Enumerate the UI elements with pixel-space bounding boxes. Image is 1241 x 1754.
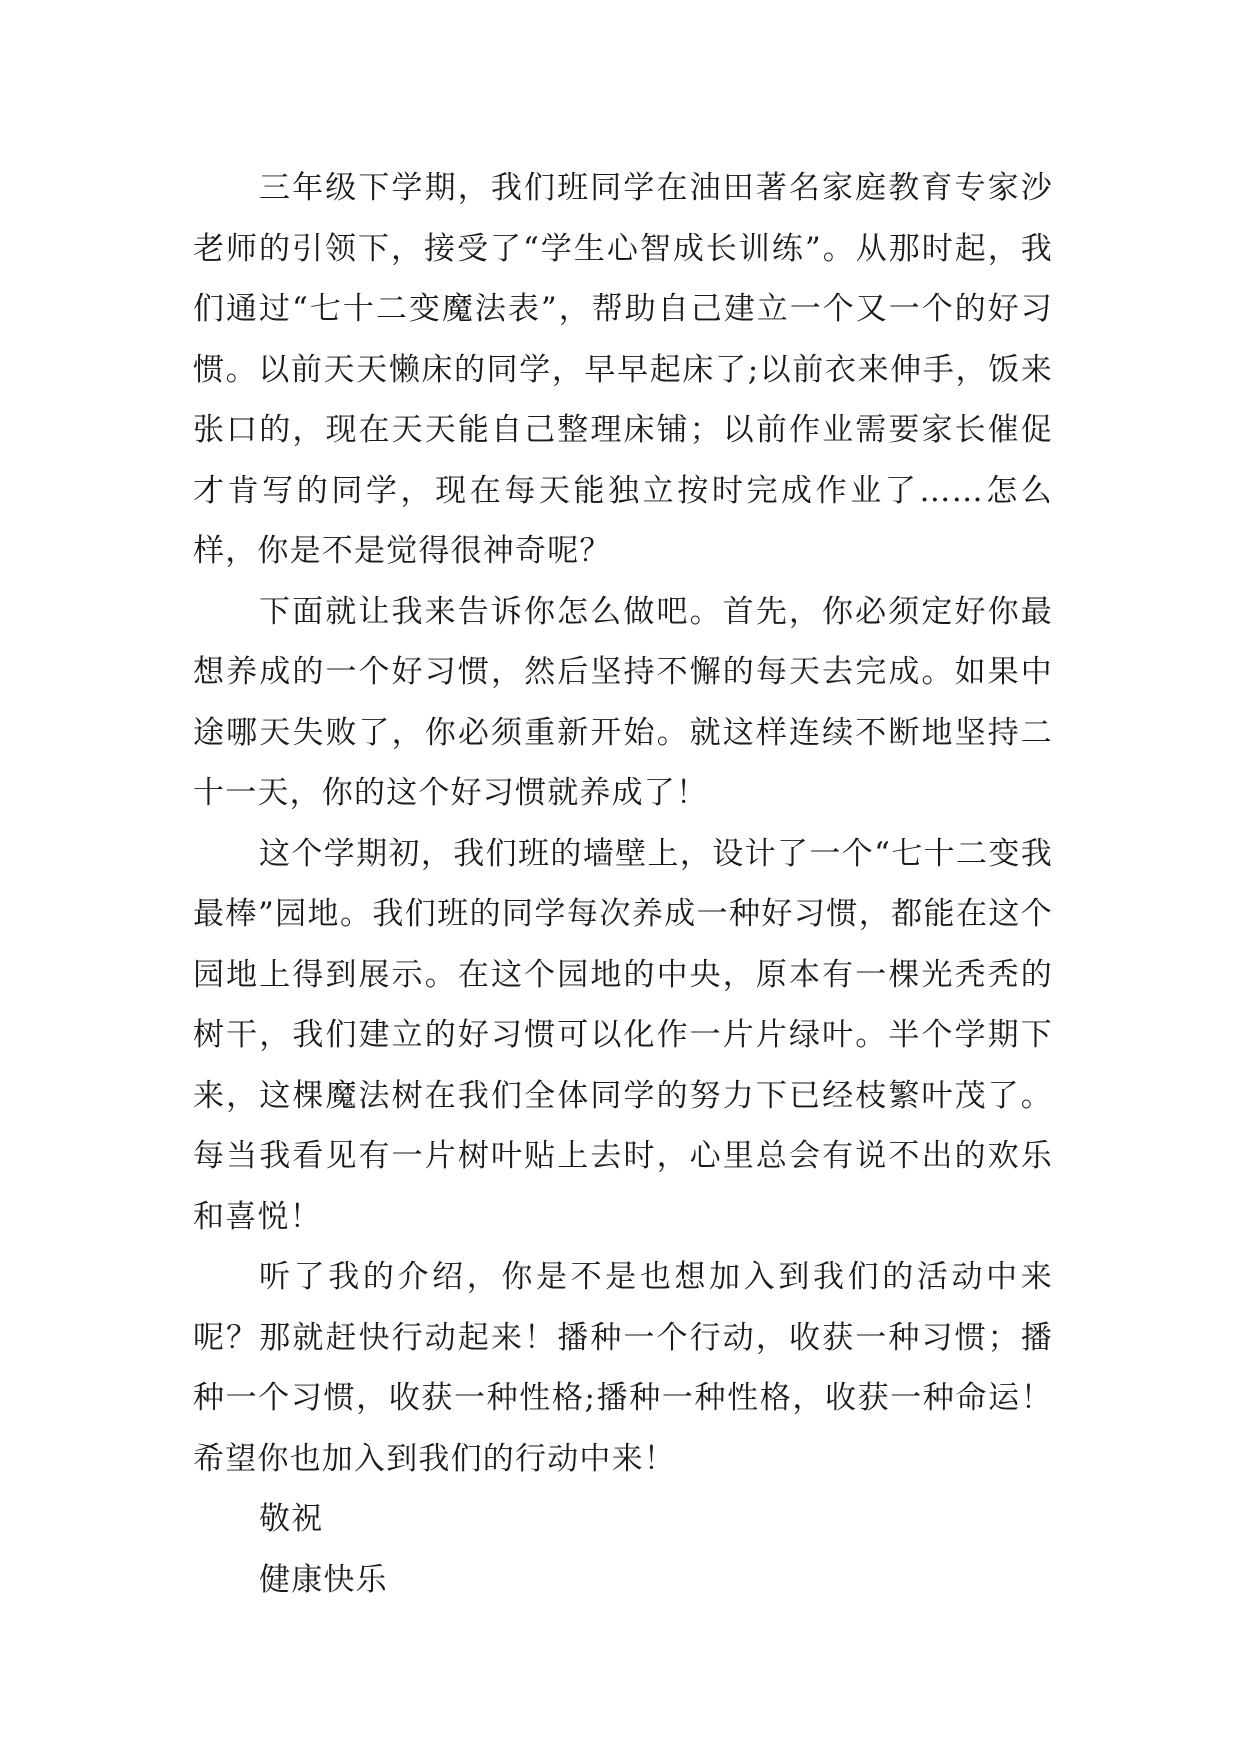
closing-salutation: 敬祝 <box>259 1501 324 1537</box>
paragraph-3: 这个学期初，我们班的墙壁上，设计了一个“七十二变我最棒”园地。我们班的同学每次养成一种好习惯，都能在这个园地上得到展示。在这个园地的中央，原本有一棵光秃秃的树干，我们建立的好习惯可以化作一片片绿叶。半个学期下来，这棵魔法树在我们全体同学的努力下已经枝繁叶茂了。每当我看见有一片树叶贴上去时，心里总会有说不出的欢乐和喜悦！ <box>193 835 1053 1235</box>
letter-body <box>193 158 1053 1610</box>
paragraph-2: 下面就让我来告诉你怎么做吧。首先，你必须定好你最想养成的一个好习惯，然后坚持不懈的每天去完成。如果中途哪天失败了，你必须重新开始。就这样连续不断地坚持二十一天，你的这个好习惯就养成了！ <box>193 593 1053 811</box>
paragraph-4: 听了我的介绍，你是不是也想加入到我们的活动中来呢？那就赶快行动起来！播种一个行动，收获一种习惯；播种一个习惯，收获一种性格;播种一种性格，收获一种命运！希望你也加入到我们的行动中来！ <box>193 1259 1053 1477</box>
paragraph-1: 三年级下学期，我们班同学在油田著名家庭教育专家沙老师的引领下，接受了“学生心智成长训练”。从那时起，我们通过“七十二变魔法表”，帮助自己建立一个又一个的好习惯。以前天天懒床的同学，早早起床了;以前衣来伸手，饭来张口的，现在天天能自己整理床铺；以前作业需要家长催促才肯写的同学，现在每天能独立按时完成作业了……怎么样，你是不是觉得很神奇呢？ <box>193 170 1053 569</box>
closing-wish: 健康快乐 <box>259 1561 388 1598</box>
